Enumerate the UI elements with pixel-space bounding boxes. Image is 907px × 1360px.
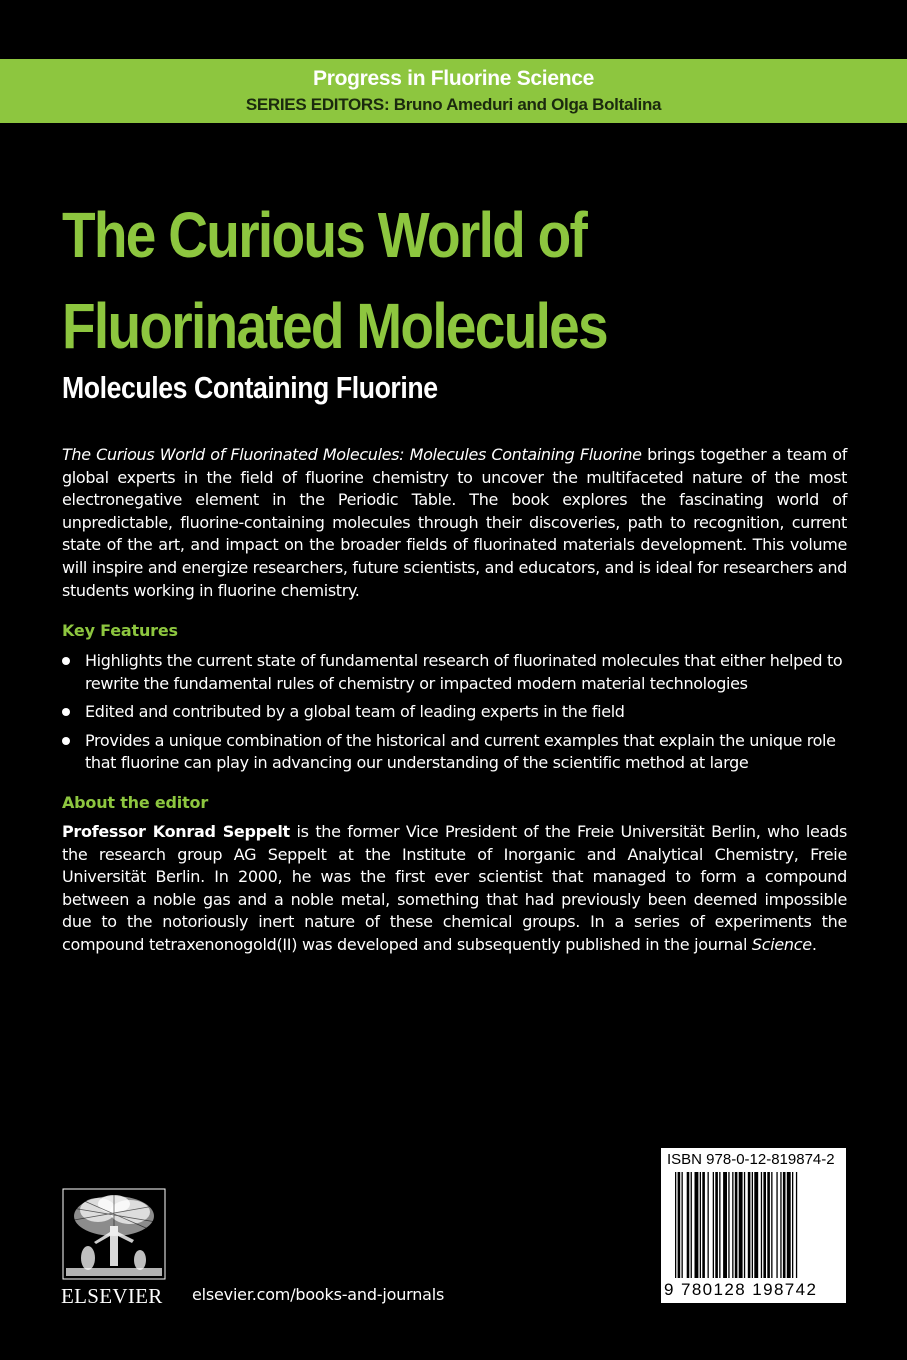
barcode-bar — [761, 1172, 762, 1278]
editor-name: Professor Konrad Seppelt — [62, 822, 290, 841]
barcode-bar — [783, 1172, 786, 1278]
feature-item — [62, 730, 852, 775]
barcode-bar — [675, 1172, 676, 1278]
bullet-icon — [62, 708, 70, 716]
description-text: brings together a team of global experts in the field of fluorine chemistry to uncover the multifaceted nature of the most electronegative element in the Periodic Table. The book explores the fascinating world of unpredictable, fluorine-containing molecules through their discoveries, path to recognition, current state of the art, and impact on the broader fields of fluorinated materials development. This volume will inspire and energize researchers, future scientists, and educators, and is ideal for researchers and students working in fluorine chemistry. — [62, 445, 847, 600]
bullet-icon — [62, 657, 70, 665]
book-description — [62, 444, 847, 602]
isbn-label: ISBN 978-0-12-819874-2 — [667, 1151, 835, 1168]
series-banner — [0, 59, 907, 123]
barcode-bar — [752, 1172, 753, 1278]
barcode-bar — [715, 1172, 718, 1278]
barcode-bar — [739, 1172, 743, 1278]
feature-text: Highlights the current state of fundamental research of fluorinated molecules that either helped to rewrite the fundamental rules of chemistry or impacted modern material technologies — [85, 651, 843, 693]
editor-bio-text: is the former Vice President of the Freie Universität Berlin, who leads the research group AG Seppelt at the Institute of Inorganic and Analytical Chemistry, Freie Universität Berlin. In 2000, he was the first ever scientist that managed to form a compound between a noble gas and a noble metal, something that had previously been deemed impossible due to the notoriously inert nature of these chemical groups. In a series of experiments the compound tetraxenonogold(II) was developed and subsequently published in the journal — [62, 822, 848, 954]
barcode-bar — [767, 1172, 770, 1278]
book-title-line-1: The Curious World of — [62, 199, 587, 271]
barcode-bar — [776, 1172, 777, 1278]
elsevier-tree-icon — [62, 1188, 166, 1280]
key-features-list — [62, 650, 852, 781]
barcode-bar — [702, 1172, 705, 1278]
barcode-bar — [792, 1172, 793, 1278]
journal-name: Science — [751, 934, 812, 954]
description-italic-lead: The Curious World of Fluorinated Molecules: Molecules Containing Fluorine — [62, 445, 642, 464]
barcode-bar — [735, 1172, 738, 1278]
barcode-icon — [675, 1172, 835, 1280]
barcode-bar — [687, 1172, 690, 1278]
key-features-heading: Key Features — [62, 621, 178, 640]
barcode-bar — [763, 1172, 766, 1278]
feature-item — [62, 650, 852, 695]
barcode-bar — [713, 1172, 714, 1278]
barcode-bar — [678, 1172, 681, 1278]
bullet-icon — [62, 737, 70, 745]
barcode-bar — [708, 1172, 709, 1278]
barcode-bar — [796, 1172, 797, 1278]
book-subtitle: Molecules Containing Fluorine — [62, 370, 438, 405]
barcode-bar — [787, 1172, 791, 1278]
barcode-bar — [771, 1172, 772, 1278]
barcode-bar — [723, 1172, 727, 1278]
barcode-bar — [700, 1172, 701, 1278]
barcode-bar — [719, 1172, 720, 1278]
barcode-bar — [744, 1172, 745, 1278]
book-title — [62, 190, 882, 372]
barcode-bar — [695, 1172, 699, 1278]
barcode-bar — [682, 1172, 683, 1278]
publisher-name: ELSEVIER — [61, 1284, 163, 1308]
feature-text: Edited and contributed by a global team of leading experts in the field — [85, 702, 625, 722]
barcode-bar — [754, 1172, 758, 1278]
series-editors: SERIES EDITORS: Bruno Ameduri and Olga Boltalina — [245, 95, 662, 114]
barcode-bar — [691, 1172, 692, 1278]
barcode-bar — [780, 1172, 781, 1278]
barcode-bar — [748, 1172, 751, 1278]
isbn-digits: 9 780128 198742 — [664, 1280, 818, 1299]
barcode-bar — [728, 1172, 729, 1278]
feature-item — [62, 701, 852, 724]
book-title-line-2: Fluorinated Molecules — [62, 290, 607, 362]
series-name: Progress in Fluorine Science — [312, 67, 595, 90]
editor-bio — [62, 821, 847, 957]
feature-text: Provides a unique combination of the historical and current examples that explain the unique role that fluorine can play in advancing our understanding of the scientific method at large — [85, 730, 836, 773]
barcode-bar — [732, 1172, 733, 1278]
isbn-barcode-box — [661, 1148, 846, 1303]
editor-bio-end: . — [811, 934, 817, 954]
about-editor-heading: About the editor — [62, 793, 209, 812]
publisher-url[interactable]: elsevier.com/books-and-journals — [192, 1285, 445, 1304]
